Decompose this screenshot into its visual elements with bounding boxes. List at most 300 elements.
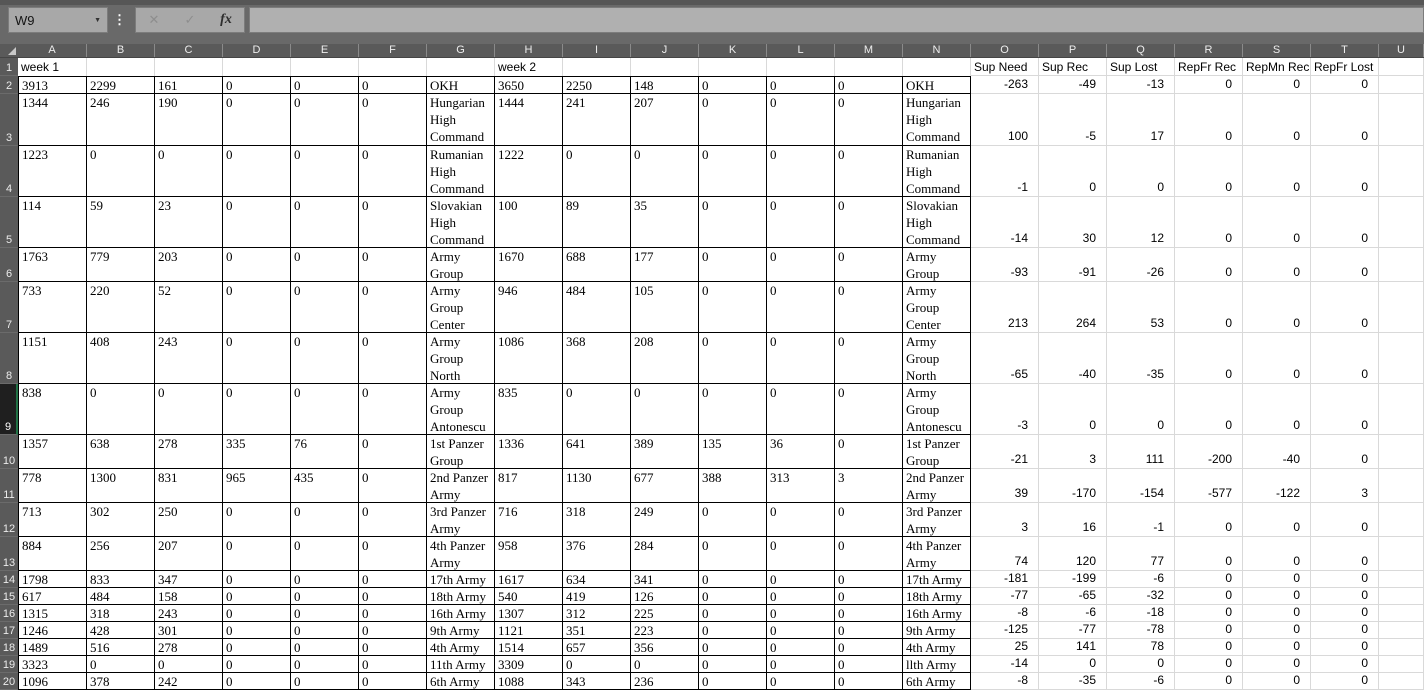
cell-J20[interactable]: 236 <box>631 673 699 690</box>
cell-D17[interactable]: 0 <box>223 622 291 639</box>
cell-O13[interactable]: 74 <box>971 537 1039 571</box>
cell-C11[interactable]: 831 <box>155 469 223 503</box>
cell-N1[interactable] <box>903 58 971 76</box>
cell-A18[interactable]: 1489 <box>18 639 87 656</box>
cell-F3[interactable]: 0 <box>359 94 427 146</box>
cell-P4[interactable]: 0 <box>1039 146 1107 197</box>
row-header-20[interactable]: 20 <box>0 673 18 690</box>
cell-I14[interactable]: 634 <box>563 571 631 588</box>
cell-H19[interactable]: 3309 <box>495 656 563 673</box>
cell-J16[interactable]: 225 <box>631 605 699 622</box>
cell-K16[interactable]: 0 <box>699 605 767 622</box>
cell-N12[interactable]: 3rd Panzer Army <box>903 503 971 537</box>
row-header-13[interactable]: 13 <box>0 537 18 571</box>
cell-A7[interactable]: 733 <box>18 282 87 333</box>
cell-K4[interactable]: 0 <box>699 146 767 197</box>
row-header-15[interactable]: 15 <box>0 588 18 605</box>
cell-L19[interactable]: 0 <box>767 656 835 673</box>
cell-A3[interactable]: 1344 <box>18 94 87 146</box>
cell-M11[interactable]: 3 <box>835 469 903 503</box>
cell-F11[interactable]: 0 <box>359 469 427 503</box>
cell-R7[interactable]: 0 <box>1175 282 1243 333</box>
cell-L15[interactable]: 0 <box>767 588 835 605</box>
cell-P6[interactable]: -91 <box>1039 248 1107 282</box>
cell-S13[interactable]: 0 <box>1243 537 1311 571</box>
cell-G5[interactable]: Slovakian High Command <box>427 197 495 248</box>
row-header-19[interactable]: 19 <box>0 656 18 673</box>
cell-A20[interactable]: 1096 <box>18 673 87 690</box>
cell-A15[interactable]: 617 <box>18 588 87 605</box>
cell-K1[interactable] <box>699 58 767 76</box>
cell-O12[interactable]: 3 <box>971 503 1039 537</box>
cell-N19[interactable]: llth Army <box>903 656 971 673</box>
cell-T14[interactable]: 0 <box>1311 571 1379 588</box>
cell-H16[interactable]: 1307 <box>495 605 563 622</box>
cell-D13[interactable]: 0 <box>223 537 291 571</box>
cell-I18[interactable]: 657 <box>563 639 631 656</box>
cell-G19[interactable]: 11th Army <box>427 656 495 673</box>
cell-P7[interactable]: 264 <box>1039 282 1107 333</box>
cell-O14[interactable]: -181 <box>971 571 1039 588</box>
cell-R20[interactable]: 0 <box>1175 673 1243 690</box>
cell-K8[interactable]: 0 <box>699 333 767 384</box>
cell-S12[interactable]: 0 <box>1243 503 1311 537</box>
cell-M7[interactable]: 0 <box>835 282 903 333</box>
cell-H18[interactable]: 1514 <box>495 639 563 656</box>
cell-H10[interactable]: 1336 <box>495 435 563 469</box>
cell-L4[interactable]: 0 <box>767 146 835 197</box>
cell-T4[interactable]: 0 <box>1311 146 1379 197</box>
cell-A5[interactable]: 114 <box>18 197 87 248</box>
cell-B11[interactable]: 1300 <box>87 469 155 503</box>
cell-S2[interactable]: 0 <box>1243 76 1311 94</box>
select-all-button[interactable] <box>0 44 18 57</box>
cell-B12[interactable]: 302 <box>87 503 155 537</box>
cell-B7[interactable]: 220 <box>87 282 155 333</box>
cell-J1[interactable] <box>631 58 699 76</box>
cell-H6[interactable]: 1670 <box>495 248 563 282</box>
cell-L7[interactable]: 0 <box>767 282 835 333</box>
cell-I3[interactable]: 241 <box>563 94 631 146</box>
cell-Q14[interactable]: -6 <box>1107 571 1175 588</box>
cell-I19[interactable]: 0 <box>563 656 631 673</box>
cell-J18[interactable]: 356 <box>631 639 699 656</box>
chevron-down-icon[interactable]: ▼ <box>94 16 101 24</box>
cell-O7[interactable]: 213 <box>971 282 1039 333</box>
cell-D12[interactable]: 0 <box>223 503 291 537</box>
row-header-11[interactable]: 11 <box>0 469 18 503</box>
cell-C12[interactable]: 250 <box>155 503 223 537</box>
cell-J9[interactable]: 0 <box>631 384 699 435</box>
cell-D4[interactable]: 0 <box>223 146 291 197</box>
cell-B14[interactable]: 833 <box>87 571 155 588</box>
cell-J2[interactable]: 148 <box>631 76 699 94</box>
column-header-A[interactable]: A <box>18 44 87 57</box>
cell-S3[interactable]: 0 <box>1243 94 1311 146</box>
cell-C9[interactable]: 0 <box>155 384 223 435</box>
cell-G2[interactable]: OKH <box>427 76 495 94</box>
cell-C18[interactable]: 278 <box>155 639 223 656</box>
cell-I20[interactable]: 343 <box>563 673 631 690</box>
row-header-12[interactable]: 12 <box>0 503 18 537</box>
cell-C8[interactable]: 243 <box>155 333 223 384</box>
cell-R15[interactable]: 0 <box>1175 588 1243 605</box>
cell-F18[interactable]: 0 <box>359 639 427 656</box>
cell-G8[interactable]: Army Group North <box>427 333 495 384</box>
cell-A8[interactable]: 1151 <box>18 333 87 384</box>
cell-B3[interactable]: 246 <box>87 94 155 146</box>
cell-U12[interactable] <box>1379 503 1424 537</box>
cell-G3[interactable]: Hungarian High Command <box>427 94 495 146</box>
cell-T17[interactable]: 0 <box>1311 622 1379 639</box>
cell-F17[interactable]: 0 <box>359 622 427 639</box>
cell-H9[interactable]: 835 <box>495 384 563 435</box>
cell-H20[interactable]: 1088 <box>495 673 563 690</box>
cell-N14[interactable]: 17th Army <box>903 571 971 588</box>
cell-P5[interactable]: 30 <box>1039 197 1107 248</box>
cell-C10[interactable]: 278 <box>155 435 223 469</box>
cell-B18[interactable]: 516 <box>87 639 155 656</box>
cell-U11[interactable] <box>1379 469 1424 503</box>
cell-G9[interactable]: Army Group Antonescu <box>427 384 495 435</box>
cell-B17[interactable]: 428 <box>87 622 155 639</box>
cell-E11[interactable]: 435 <box>291 469 359 503</box>
cell-Q13[interactable]: 77 <box>1107 537 1175 571</box>
cell-R1[interactable]: RepFr Rec <box>1175 58 1243 76</box>
cell-J12[interactable]: 249 <box>631 503 699 537</box>
cell-J11[interactable]: 677 <box>631 469 699 503</box>
cell-D20[interactable]: 0 <box>223 673 291 690</box>
cell-U16[interactable] <box>1379 605 1424 622</box>
cell-S5[interactable]: 0 <box>1243 197 1311 248</box>
cell-O16[interactable]: -8 <box>971 605 1039 622</box>
cell-L11[interactable]: 313 <box>767 469 835 503</box>
cell-Q18[interactable]: 78 <box>1107 639 1175 656</box>
cell-Q16[interactable]: -18 <box>1107 605 1175 622</box>
cell-C19[interactable]: 0 <box>155 656 223 673</box>
cell-Q5[interactable]: 12 <box>1107 197 1175 248</box>
cell-K19[interactable]: 0 <box>699 656 767 673</box>
cell-C7[interactable]: 52 <box>155 282 223 333</box>
column-header-G[interactable]: G <box>427 44 495 57</box>
cell-B5[interactable]: 59 <box>87 197 155 248</box>
cell-I7[interactable]: 484 <box>563 282 631 333</box>
row-header-6[interactable]: 6 <box>0 248 18 282</box>
cell-R11[interactable]: -577 <box>1175 469 1243 503</box>
cell-B19[interactable]: 0 <box>87 656 155 673</box>
cell-B9[interactable]: 0 <box>87 384 155 435</box>
cell-L12[interactable]: 0 <box>767 503 835 537</box>
column-header-E[interactable]: E <box>291 44 359 57</box>
cell-D9[interactable]: 0 <box>223 384 291 435</box>
cell-K20[interactable]: 0 <box>699 673 767 690</box>
column-header-K[interactable]: K <box>699 44 767 57</box>
cell-P10[interactable]: 3 <box>1039 435 1107 469</box>
cell-R16[interactable]: 0 <box>1175 605 1243 622</box>
cell-U14[interactable] <box>1379 571 1424 588</box>
cell-H12[interactable]: 716 <box>495 503 563 537</box>
cell-I5[interactable]: 89 <box>563 197 631 248</box>
cell-D15[interactable]: 0 <box>223 588 291 605</box>
cell-U5[interactable] <box>1379 197 1424 248</box>
cell-D14[interactable]: 0 <box>223 571 291 588</box>
row-header-3[interactable]: 3 <box>0 94 18 146</box>
cell-K5[interactable]: 0 <box>699 197 767 248</box>
cell-S10[interactable]: -40 <box>1243 435 1311 469</box>
cell-K6[interactable]: 0 <box>699 248 767 282</box>
cell-O2[interactable]: -263 <box>971 76 1039 94</box>
cell-M13[interactable]: 0 <box>835 537 903 571</box>
cell-E18[interactable]: 0 <box>291 639 359 656</box>
cell-O3[interactable]: 100 <box>971 94 1039 146</box>
cell-M12[interactable]: 0 <box>835 503 903 537</box>
column-header-Q[interactable]: Q <box>1107 44 1175 57</box>
cell-O8[interactable]: -65 <box>971 333 1039 384</box>
cell-R8[interactable]: 0 <box>1175 333 1243 384</box>
cell-N3[interactable]: Hungarian High Command <box>903 94 971 146</box>
cell-L14[interactable]: 0 <box>767 571 835 588</box>
cell-E4[interactable]: 0 <box>291 146 359 197</box>
cell-G16[interactable]: 16th Army <box>427 605 495 622</box>
cell-P2[interactable]: -49 <box>1039 76 1107 94</box>
cell-G1[interactable] <box>427 58 495 76</box>
cell-K13[interactable]: 0 <box>699 537 767 571</box>
column-header-J[interactable]: J <box>631 44 699 57</box>
cell-F2[interactable]: 0 <box>359 76 427 94</box>
cell-M5[interactable]: 0 <box>835 197 903 248</box>
cell-L2[interactable]: 0 <box>767 76 835 94</box>
cell-P16[interactable]: -6 <box>1039 605 1107 622</box>
row-header-10[interactable]: 10 <box>0 435 18 469</box>
cell-N20[interactable]: 6th Army <box>903 673 971 690</box>
cell-B15[interactable]: 484 <box>87 588 155 605</box>
cell-O17[interactable]: -125 <box>971 622 1039 639</box>
cell-O18[interactable]: 25 <box>971 639 1039 656</box>
cell-M19[interactable]: 0 <box>835 656 903 673</box>
row-header-9[interactable]: 9 <box>0 384 18 435</box>
cell-C17[interactable]: 301 <box>155 622 223 639</box>
cell-G6[interactable]: Army Group <box>427 248 495 282</box>
cell-B2[interactable]: 2299 <box>87 76 155 94</box>
cell-K18[interactable]: 0 <box>699 639 767 656</box>
cell-P19[interactable]: 0 <box>1039 656 1107 673</box>
cell-A1[interactable]: week 1 <box>18 58 87 76</box>
cell-T20[interactable]: 0 <box>1311 673 1379 690</box>
cell-Q19[interactable]: 0 <box>1107 656 1175 673</box>
cell-C4[interactable]: 0 <box>155 146 223 197</box>
cell-G4[interactable]: Rumanian High Command <box>427 146 495 197</box>
cell-J17[interactable]: 223 <box>631 622 699 639</box>
cell-P15[interactable]: -65 <box>1039 588 1107 605</box>
cell-Q4[interactable]: 0 <box>1107 146 1175 197</box>
cell-E12[interactable]: 0 <box>291 503 359 537</box>
cell-P18[interactable]: 141 <box>1039 639 1107 656</box>
row-header-1[interactable]: 1 <box>0 58 18 76</box>
cell-I9[interactable]: 0 <box>563 384 631 435</box>
cell-I16[interactable]: 312 <box>563 605 631 622</box>
cell-F15[interactable]: 0 <box>359 588 427 605</box>
cell-U8[interactable] <box>1379 333 1424 384</box>
cell-L6[interactable]: 0 <box>767 248 835 282</box>
cell-H1[interactable]: week 2 <box>495 58 563 76</box>
cell-T11[interactable]: 3 <box>1311 469 1379 503</box>
cell-G18[interactable]: 4th Army <box>427 639 495 656</box>
cell-F9[interactable]: 0 <box>359 384 427 435</box>
cell-I8[interactable]: 368 <box>563 333 631 384</box>
cell-J13[interactable]: 284 <box>631 537 699 571</box>
cell-Q10[interactable]: 111 <box>1107 435 1175 469</box>
cell-K17[interactable]: 0 <box>699 622 767 639</box>
confirm-button[interactable] <box>172 8 208 32</box>
row-header-16[interactable]: 16 <box>0 605 18 622</box>
cell-F4[interactable]: 0 <box>359 146 427 197</box>
cell-K3[interactable]: 0 <box>699 94 767 146</box>
cell-M20[interactable]: 0 <box>835 673 903 690</box>
cell-M17[interactable]: 0 <box>835 622 903 639</box>
column-header-S[interactable]: S <box>1243 44 1311 57</box>
cell-U2[interactable] <box>1379 76 1424 94</box>
cell-R17[interactable]: 0 <box>1175 622 1243 639</box>
cell-P8[interactable]: -40 <box>1039 333 1107 384</box>
cell-L20[interactable]: 0 <box>767 673 835 690</box>
row-header-14[interactable]: 14 <box>0 571 18 588</box>
cell-P17[interactable]: -77 <box>1039 622 1107 639</box>
cell-N15[interactable]: 18th Army <box>903 588 971 605</box>
cell-U7[interactable] <box>1379 282 1424 333</box>
cell-L16[interactable]: 0 <box>767 605 835 622</box>
cell-E7[interactable]: 0 <box>291 282 359 333</box>
cell-R5[interactable]: 0 <box>1175 197 1243 248</box>
cell-I4[interactable]: 0 <box>563 146 631 197</box>
cell-M1[interactable] <box>835 58 903 76</box>
cell-I1[interactable] <box>563 58 631 76</box>
cell-F10[interactable]: 0 <box>359 435 427 469</box>
cell-Q1[interactable]: Sup Lost <box>1107 58 1175 76</box>
cell-T7[interactable]: 0 <box>1311 282 1379 333</box>
cell-H4[interactable]: 1222 <box>495 146 563 197</box>
cell-T3[interactable]: 0 <box>1311 94 1379 146</box>
cell-P1[interactable]: Sup Rec <box>1039 58 1107 76</box>
cell-F6[interactable]: 0 <box>359 248 427 282</box>
cell-K14[interactable]: 0 <box>699 571 767 588</box>
cell-O20[interactable]: -8 <box>971 673 1039 690</box>
cell-J10[interactable]: 389 <box>631 435 699 469</box>
cell-O15[interactable]: -77 <box>971 588 1039 605</box>
cell-Q17[interactable]: -78 <box>1107 622 1175 639</box>
cell-J5[interactable]: 35 <box>631 197 699 248</box>
cell-S11[interactable]: -122 <box>1243 469 1311 503</box>
cell-Q8[interactable]: -35 <box>1107 333 1175 384</box>
column-header-F[interactable]: F <box>359 44 427 57</box>
cancel-button[interactable] <box>136 8 172 32</box>
cell-I15[interactable]: 419 <box>563 588 631 605</box>
cell-P9[interactable]: 0 <box>1039 384 1107 435</box>
cell-T18[interactable]: 0 <box>1311 639 1379 656</box>
cell-S7[interactable]: 0 <box>1243 282 1311 333</box>
cell-S14[interactable]: 0 <box>1243 571 1311 588</box>
cell-F1[interactable] <box>359 58 427 76</box>
cell-L17[interactable]: 0 <box>767 622 835 639</box>
cell-N4[interactable]: Rumanian High Command <box>903 146 971 197</box>
cell-U17[interactable] <box>1379 622 1424 639</box>
cell-H7[interactable]: 946 <box>495 282 563 333</box>
cell-G10[interactable]: 1st Panzer Group <box>427 435 495 469</box>
cell-E2[interactable]: 0 <box>291 76 359 94</box>
cell-D1[interactable] <box>223 58 291 76</box>
cell-M2[interactable]: 0 <box>835 76 903 94</box>
cell-H11[interactable]: 817 <box>495 469 563 503</box>
cell-C5[interactable]: 23 <box>155 197 223 248</box>
cell-D3[interactable]: 0 <box>223 94 291 146</box>
cell-M18[interactable]: 0 <box>835 639 903 656</box>
cell-R12[interactable]: 0 <box>1175 503 1243 537</box>
cell-T10[interactable]: 0 <box>1311 435 1379 469</box>
cell-U4[interactable] <box>1379 146 1424 197</box>
cell-O6[interactable]: -93 <box>971 248 1039 282</box>
cell-C13[interactable]: 207 <box>155 537 223 571</box>
cell-J15[interactable]: 126 <box>631 588 699 605</box>
cell-R3[interactable]: 0 <box>1175 94 1243 146</box>
row-header-17[interactable]: 17 <box>0 622 18 639</box>
cell-R6[interactable]: 0 <box>1175 248 1243 282</box>
cell-U19[interactable] <box>1379 656 1424 673</box>
cell-Q7[interactable]: 53 <box>1107 282 1175 333</box>
column-header-N[interactable]: N <box>903 44 971 57</box>
cell-R18[interactable]: 0 <box>1175 639 1243 656</box>
cell-L18[interactable]: 0 <box>767 639 835 656</box>
cell-Q3[interactable]: 17 <box>1107 94 1175 146</box>
cell-N5[interactable]: Slovakian High Command <box>903 197 971 248</box>
cell-A12[interactable]: 713 <box>18 503 87 537</box>
cell-E19[interactable]: 0 <box>291 656 359 673</box>
cell-I12[interactable]: 318 <box>563 503 631 537</box>
cell-N17[interactable]: 9th Army <box>903 622 971 639</box>
column-header-H[interactable]: H <box>495 44 563 57</box>
cell-F20[interactable]: 0 <box>359 673 427 690</box>
cell-C15[interactable]: 158 <box>155 588 223 605</box>
cell-K10[interactable]: 135 <box>699 435 767 469</box>
cell-R14[interactable]: 0 <box>1175 571 1243 588</box>
cell-D8[interactable]: 0 <box>223 333 291 384</box>
cell-F5[interactable]: 0 <box>359 197 427 248</box>
cell-N7[interactable]: Army Group Center <box>903 282 971 333</box>
cell-D6[interactable]: 0 <box>223 248 291 282</box>
cell-M16[interactable]: 0 <box>835 605 903 622</box>
cell-A17[interactable]: 1246 <box>18 622 87 639</box>
cell-U15[interactable] <box>1379 588 1424 605</box>
column-header-I[interactable]: I <box>563 44 631 57</box>
cell-Q12[interactable]: -1 <box>1107 503 1175 537</box>
cell-O1[interactable]: Sup Need <box>971 58 1039 76</box>
cell-Q9[interactable]: 0 <box>1107 384 1175 435</box>
cell-T12[interactable]: 0 <box>1311 503 1379 537</box>
cell-T8[interactable]: 0 <box>1311 333 1379 384</box>
cell-O9[interactable]: -3 <box>971 384 1039 435</box>
cell-J4[interactable]: 0 <box>631 146 699 197</box>
cell-E6[interactable]: 0 <box>291 248 359 282</box>
cell-P11[interactable]: -170 <box>1039 469 1107 503</box>
cell-K15[interactable]: 0 <box>699 588 767 605</box>
column-header-O[interactable]: O <box>971 44 1039 57</box>
row-header-18[interactable]: 18 <box>0 639 18 656</box>
cell-N9[interactable]: Army Group Antonescu <box>903 384 971 435</box>
cell-D16[interactable]: 0 <box>223 605 291 622</box>
cell-I17[interactable]: 351 <box>563 622 631 639</box>
cell-T5[interactable]: 0 <box>1311 197 1379 248</box>
cell-R13[interactable]: 0 <box>1175 537 1243 571</box>
row-header-8[interactable]: 8 <box>0 333 18 384</box>
cell-A9[interactable]: 838 <box>18 384 87 435</box>
